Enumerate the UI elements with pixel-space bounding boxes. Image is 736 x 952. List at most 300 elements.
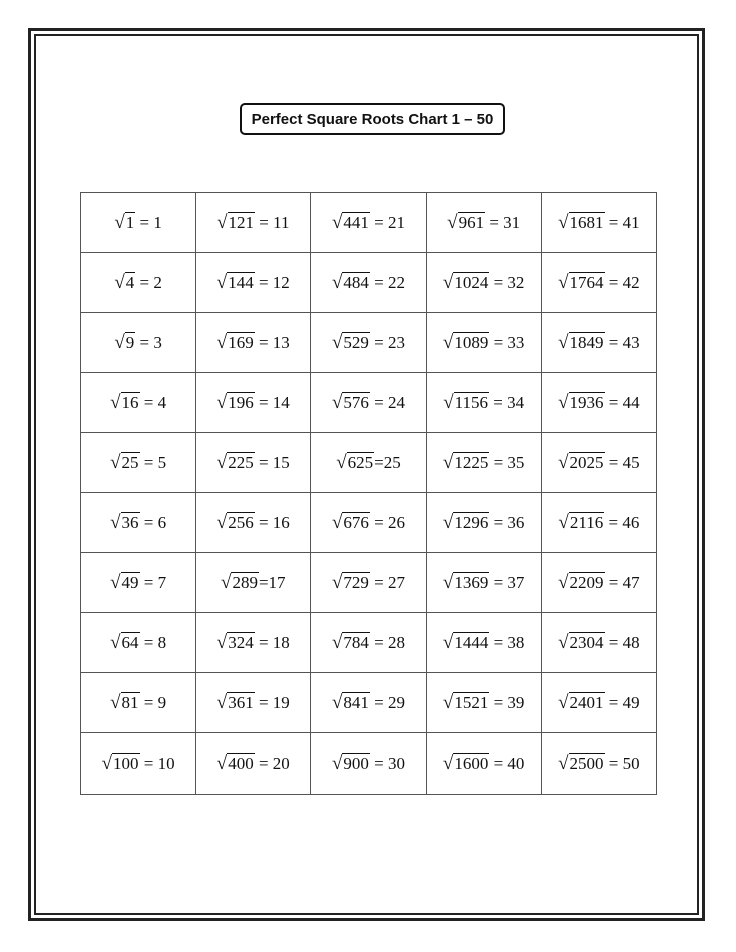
root-cell	[426, 433, 541, 493]
equals-sign: =	[369, 512, 388, 532]
root-result: 20	[272, 753, 290, 773]
radical-sign-icon: √	[331, 511, 343, 533]
radical-sign-icon: √	[443, 391, 454, 413]
root-cell	[81, 373, 196, 433]
root-cell	[311, 433, 426, 493]
radicand: 196	[228, 392, 254, 412]
root-cell	[81, 673, 196, 733]
equals-sign: =	[489, 272, 508, 292]
equals-sign: =	[139, 632, 158, 652]
equals-sign: =	[369, 272, 388, 292]
root-result: 38	[507, 632, 525, 652]
equals-sign: =	[604, 512, 623, 532]
radicand: 1600	[454, 753, 489, 773]
radical-expression	[114, 212, 135, 234]
radical-expression	[332, 632, 370, 654]
equals-sign: =	[139, 512, 158, 532]
table-row	[81, 253, 657, 313]
radical-sign-icon: √	[558, 391, 569, 413]
root-cell	[196, 253, 311, 313]
radical-sign-icon: √	[216, 331, 228, 353]
root-result: 40	[507, 753, 525, 773]
equals-sign: =	[254, 692, 273, 712]
radicand: 121	[228, 212, 255, 232]
radical-expression	[110, 392, 139, 414]
radical-expression	[558, 272, 604, 294]
root-cell	[196, 313, 311, 373]
root-result: 22	[387, 272, 405, 292]
radicand: 9	[125, 332, 135, 352]
radical-sign-icon: √	[558, 511, 569, 533]
radical-expression	[110, 452, 139, 474]
radical-expression	[217, 692, 255, 714]
root-result: 11	[273, 212, 290, 232]
equals-sign: =	[369, 332, 388, 352]
radicand: 676	[343, 512, 369, 532]
root-cell	[426, 613, 541, 673]
root-result: 46	[622, 512, 640, 532]
radical-sign-icon: √	[217, 211, 228, 233]
radicand: 324	[228, 632, 254, 652]
radicand: 841	[343, 692, 369, 712]
radical-expression	[558, 332, 604, 354]
radicand: 2025	[569, 452, 604, 472]
root-result: 39	[507, 692, 525, 712]
radical-expression	[443, 272, 489, 294]
root-cell	[541, 433, 656, 493]
root-cell	[541, 733, 656, 795]
root-result: 41	[622, 212, 640, 232]
root-result: 16	[272, 512, 290, 532]
root-cell	[196, 553, 311, 613]
radical-expression	[332, 272, 370, 294]
equals-sign: =	[604, 332, 623, 352]
radical-expression	[217, 632, 255, 654]
radical-expression	[332, 572, 370, 594]
equals-sign: =	[254, 392, 273, 412]
root-result: 30	[387, 753, 405, 773]
root-result: 45	[622, 452, 640, 472]
radicand: 2500	[569, 753, 604, 773]
radical-expression	[110, 512, 139, 534]
radicand: 1156	[454, 392, 489, 412]
equals-sign: =	[604, 753, 623, 773]
radicand: 36	[121, 512, 139, 532]
radical-expression	[110, 632, 139, 654]
root-cell	[311, 553, 426, 613]
radicand: 100	[113, 753, 139, 773]
root-result: 47	[622, 572, 640, 592]
radical-sign-icon: √	[331, 571, 343, 593]
radical-expression	[110, 572, 139, 594]
radicand: 81	[121, 692, 139, 712]
root-result: 21	[387, 212, 405, 232]
root-cell	[311, 493, 426, 553]
radical-sign-icon: √	[442, 511, 454, 533]
equals-sign: =	[135, 272, 154, 292]
radicand: 169	[228, 332, 254, 352]
equals-sign: =	[135, 332, 154, 352]
radical-expression	[110, 692, 139, 714]
root-cell	[81, 253, 196, 313]
radical-sign-icon: √	[221, 571, 232, 593]
root-result: 43	[622, 332, 640, 352]
root-cell	[81, 553, 196, 613]
root-cell	[81, 613, 196, 673]
radical-sign-icon: √	[558, 571, 569, 593]
root-cell	[196, 193, 311, 253]
radical-expression	[443, 332, 489, 354]
radicand: 144	[228, 272, 254, 292]
root-result: 44	[622, 392, 640, 412]
radical-sign-icon: √	[447, 211, 458, 233]
radical-sign-icon: √	[558, 752, 569, 774]
root-cell	[426, 493, 541, 553]
radical-expression	[558, 212, 604, 234]
radical-expression	[102, 753, 140, 775]
radicand: 1521	[454, 692, 489, 712]
radical-sign-icon: √	[442, 691, 454, 713]
root-result: 28	[387, 632, 405, 652]
root-cell	[541, 613, 656, 673]
root-result: 8	[157, 632, 167, 652]
radicand: 256	[228, 512, 254, 532]
equals-sign: =	[604, 392, 623, 412]
radical-expression	[443, 572, 489, 594]
radical-expression	[217, 452, 255, 474]
square-roots-table	[80, 192, 657, 795]
radicand: 1369	[454, 572, 489, 592]
root-result: 5	[157, 452, 167, 472]
equals-sign: =	[369, 692, 388, 712]
root-result: 49	[622, 692, 640, 712]
radicand: 1936	[569, 392, 604, 412]
root-result: 34	[507, 392, 525, 412]
root-result: 48	[622, 632, 640, 652]
root-cell	[311, 733, 426, 795]
root-cell	[541, 673, 656, 733]
root-cell	[81, 433, 196, 493]
radical-expression	[447, 212, 485, 234]
radical-sign-icon: √	[331, 691, 343, 713]
radicand: 1681	[569, 212, 604, 232]
radical-sign-icon: √	[331, 331, 343, 353]
radical-sign-icon: √	[558, 631, 569, 653]
radical-sign-icon: √	[114, 211, 125, 233]
table-row	[81, 553, 657, 613]
radical-sign-icon: √	[558, 271, 569, 293]
radicand: 361	[228, 692, 254, 712]
radical-expression	[332, 512, 370, 534]
radicand: 576	[343, 392, 369, 412]
radical-expression	[217, 272, 255, 294]
radicand: 49	[121, 572, 139, 592]
root-cell	[426, 373, 541, 433]
equals-sign: =	[604, 452, 623, 472]
equals-sign: =	[135, 212, 154, 232]
equals-sign: =	[139, 572, 158, 592]
radicand: 1089	[454, 332, 489, 352]
root-cell	[426, 253, 541, 313]
root-result: 18	[272, 632, 290, 652]
root-cell	[541, 493, 656, 553]
radicand: 25	[121, 452, 139, 472]
radical-expression	[443, 632, 489, 654]
equals-sign: =	[489, 452, 508, 472]
radical-expression	[443, 392, 489, 414]
radical-expression	[217, 512, 255, 534]
radical-expression	[443, 452, 489, 474]
radicand: 784	[343, 632, 369, 652]
root-result: 2	[153, 272, 162, 292]
equals-sign: =	[604, 632, 623, 652]
radical-sign-icon: √	[216, 691, 228, 713]
radical-expression	[217, 332, 255, 354]
radical-expression	[217, 212, 255, 234]
equals-sign: =	[369, 212, 388, 232]
radical-sign-icon: √	[114, 331, 125, 353]
equals-sign: =	[489, 572, 508, 592]
equals-sign: =	[255, 212, 274, 232]
root-cell	[541, 373, 656, 433]
radicand: 289	[232, 572, 258, 592]
radical-sign-icon: √	[442, 571, 454, 593]
radical-expression	[332, 753, 370, 775]
radicand: 441	[343, 212, 369, 232]
radical-expression	[336, 452, 374, 474]
radicand: 529	[343, 332, 369, 352]
radical-sign-icon: √	[558, 451, 569, 473]
root-result: 12	[272, 272, 290, 292]
root-result: 9	[157, 692, 167, 712]
root-cell	[196, 493, 311, 553]
equals-sign: =	[254, 512, 273, 532]
root-result: 7	[157, 572, 167, 592]
radicand: 1444	[454, 632, 489, 652]
radical-expression	[217, 753, 255, 775]
radicand: 225	[228, 452, 254, 472]
root-result: 6	[157, 512, 167, 532]
root-cell	[196, 733, 311, 795]
root-cell	[81, 313, 196, 373]
radical-sign-icon: √	[331, 752, 343, 774]
root-result: 31	[503, 212, 521, 232]
radical-sign-icon: √	[442, 451, 454, 473]
root-result: 32	[507, 272, 525, 292]
radical-expression	[114, 332, 135, 354]
radicand: 4	[125, 272, 135, 292]
radical-expression	[558, 632, 604, 654]
table-row	[81, 193, 657, 253]
radicand: 2209	[569, 572, 604, 592]
root-result: 25	[383, 452, 401, 472]
radical-sign-icon: √	[101, 752, 113, 774]
root-result: 4	[157, 392, 167, 412]
radical-sign-icon: √	[442, 631, 454, 653]
radical-expression	[558, 452, 604, 474]
radicand: 961	[458, 212, 485, 232]
radical-sign-icon: √	[331, 271, 343, 293]
root-cell	[541, 313, 656, 373]
root-cell	[311, 613, 426, 673]
equals-sign: =	[485, 212, 504, 232]
page-title: Perfect Square Roots Chart 1 – 50	[240, 103, 505, 135]
equals-sign: =	[604, 692, 623, 712]
radicand: 625	[347, 452, 374, 472]
root-result: 42	[622, 272, 640, 292]
root-result: 24	[387, 392, 405, 412]
table-row	[81, 733, 657, 795]
root-result: 10	[157, 753, 175, 773]
table-row	[81, 673, 657, 733]
radicand: 1849	[569, 332, 604, 352]
equals-sign: =	[139, 692, 158, 712]
radicand: 400	[228, 753, 254, 773]
root-cell	[196, 673, 311, 733]
equals-sign: =	[604, 572, 623, 592]
root-cell	[81, 493, 196, 553]
root-result: 3	[153, 332, 162, 352]
radicand: 1764	[569, 272, 604, 292]
root-result: 23	[387, 332, 405, 352]
radical-sign-icon: √	[442, 271, 454, 293]
radical-sign-icon: √	[110, 691, 121, 713]
root-cell	[541, 553, 656, 613]
root-cell	[311, 673, 426, 733]
radical-expression	[558, 753, 604, 775]
equals-sign: =	[254, 332, 273, 352]
equals-sign: =	[489, 632, 508, 652]
radicand: 2116	[569, 512, 604, 532]
equals-sign: =	[489, 332, 508, 352]
root-result: 35	[507, 452, 525, 472]
equals-sign: =	[254, 632, 273, 652]
radicand: 64	[121, 632, 139, 652]
radical-sign-icon: √	[442, 331, 454, 353]
radicand: 1225	[454, 452, 489, 472]
radical-sign-icon: √	[216, 511, 228, 533]
equals-sign: =	[369, 572, 388, 592]
equals-sign: =	[604, 272, 623, 292]
table-row	[81, 433, 657, 493]
radical-sign-icon: √	[110, 391, 121, 413]
root-result: 17	[268, 572, 286, 592]
radical-sign-icon: √	[216, 271, 228, 293]
root-cell	[196, 433, 311, 493]
radical-sign-icon: √	[331, 391, 343, 413]
root-cell	[426, 733, 541, 795]
radical-sign-icon: √	[331, 211, 343, 233]
radical-expression	[443, 692, 489, 714]
radical-sign-icon: √	[216, 391, 228, 413]
radical-expression	[332, 692, 370, 714]
radical-sign-icon: √	[558, 331, 569, 353]
radical-sign-icon: √	[110, 451, 121, 473]
equals-sign: =	[489, 392, 508, 412]
table-row	[81, 373, 657, 433]
radical-sign-icon: √	[442, 752, 454, 774]
root-cell	[311, 193, 426, 253]
radical-sign-icon: √	[216, 752, 228, 774]
root-cell	[541, 253, 656, 313]
radical-sign-icon: √	[336, 451, 347, 473]
root-cell	[311, 253, 426, 313]
radical-expression	[332, 332, 370, 354]
root-result: 26	[387, 512, 405, 532]
root-cell	[196, 373, 311, 433]
radical-expression	[558, 692, 604, 714]
root-cell	[426, 313, 541, 373]
root-cell	[426, 193, 541, 253]
radicand: 1	[125, 212, 135, 232]
radical-expression	[558, 512, 604, 534]
radical-sign-icon: √	[558, 211, 569, 233]
equals-sign: =	[489, 692, 508, 712]
radical-sign-icon: √	[110, 631, 121, 653]
equals-sign: =	[604, 212, 623, 232]
root-result: 37	[507, 572, 525, 592]
root-result: 14	[272, 392, 290, 412]
table-row	[81, 313, 657, 373]
radicand: 16	[121, 392, 139, 412]
radicand: 484	[343, 272, 369, 292]
root-cell	[426, 673, 541, 733]
equals-sign: =	[258, 572, 269, 592]
root-result: 50	[622, 753, 640, 773]
radical-sign-icon: √	[331, 631, 343, 653]
equals-sign: =	[139, 392, 158, 412]
table-row	[81, 613, 657, 673]
root-result: 15	[272, 452, 290, 472]
root-cell	[81, 193, 196, 253]
radical-expression	[332, 212, 370, 234]
radicand: 1024	[454, 272, 489, 292]
radical-expression	[558, 572, 604, 594]
root-result: 36	[507, 512, 525, 532]
equals-sign: =	[139, 452, 158, 472]
equals-sign: =	[369, 632, 388, 652]
radical-sign-icon: √	[558, 691, 569, 713]
radical-sign-icon: √	[110, 571, 121, 593]
root-cell	[196, 613, 311, 673]
equals-sign: =	[254, 272, 273, 292]
equals-sign: =	[254, 753, 273, 773]
root-cell	[81, 733, 196, 795]
equals-sign: =	[374, 452, 384, 472]
root-cell	[311, 313, 426, 373]
square-roots-table-body	[81, 193, 657, 795]
equals-sign: =	[254, 452, 273, 472]
equals-sign: =	[489, 753, 508, 773]
radical-expression	[558, 392, 604, 414]
radical-expression	[443, 753, 489, 775]
radical-expression	[221, 572, 259, 594]
table-row	[81, 493, 657, 553]
root-result: 29	[387, 692, 405, 712]
root-result: 1	[153, 212, 162, 232]
equals-sign: =	[369, 392, 388, 412]
root-result: 19	[272, 692, 290, 712]
radical-sign-icon: √	[216, 631, 228, 653]
radical-sign-icon: √	[114, 271, 125, 293]
root-result: 33	[507, 332, 525, 352]
radical-expression	[217, 392, 255, 414]
equals-sign: =	[139, 753, 158, 773]
equals-sign: =	[369, 753, 388, 773]
radicand: 2401	[569, 692, 604, 712]
radical-expression	[332, 392, 370, 414]
radicand: 2304	[569, 632, 604, 652]
